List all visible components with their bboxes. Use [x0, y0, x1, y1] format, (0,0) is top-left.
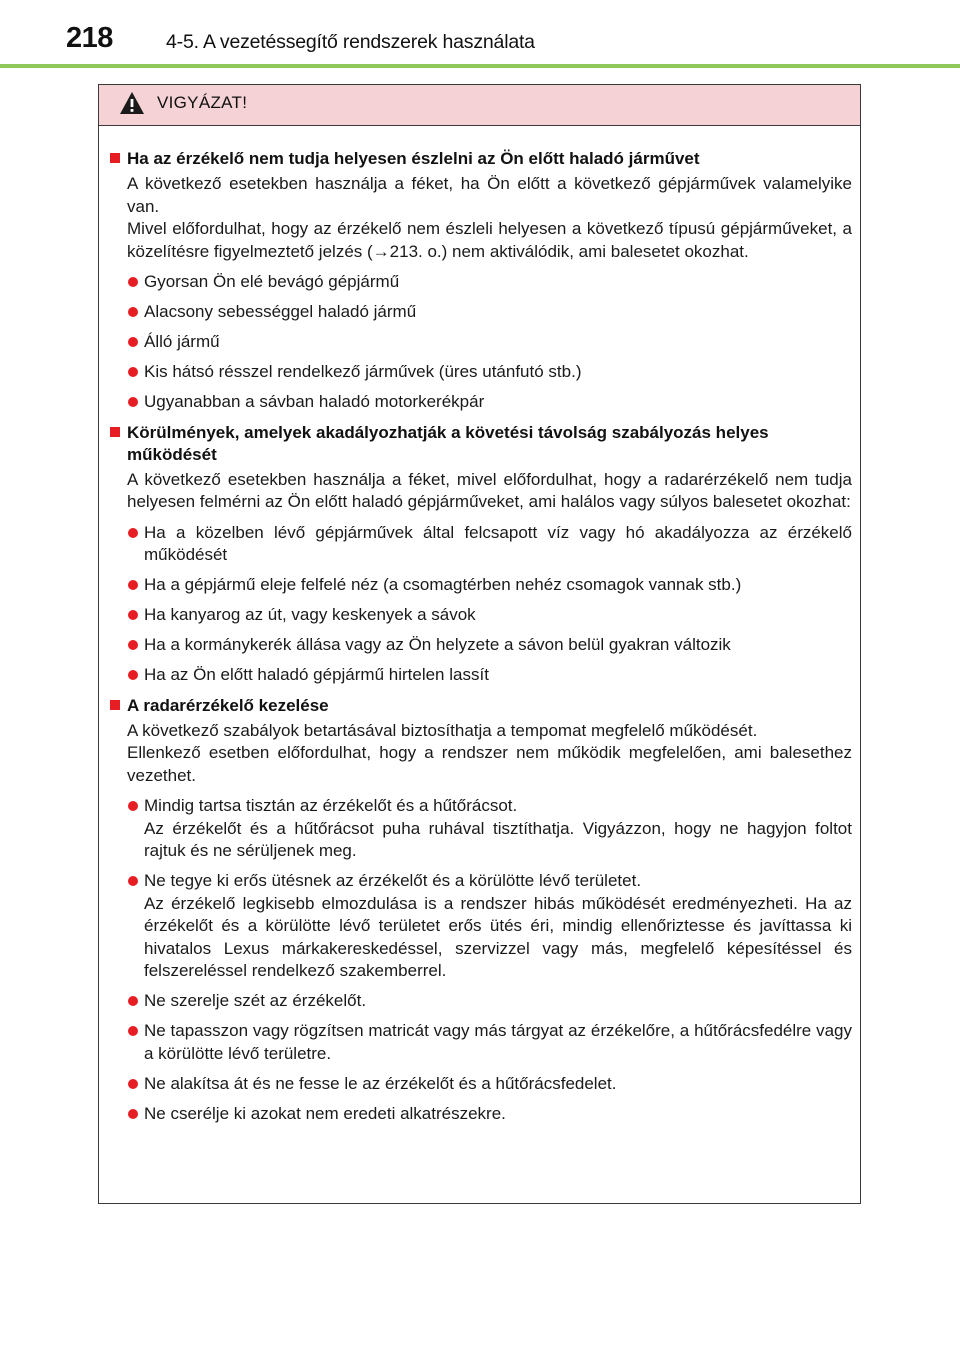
- list-item-text: Ha a gépjármű eleje felfelé néz (a csomagtérben nehéz csomagok vannak stb.): [144, 575, 742, 594]
- list-item-text: Ugyanabban a sávban haladó motorkerékpár: [144, 392, 485, 411]
- paragraph: A következő esetekben használja a féket, mivel előfordulhat, hogy a radarérzékelő nem tudja helyesen felmérni az Ön előtt haladó gépjárműveket, ami halálos vagy súlyos balesetet okozhat:: [127, 469, 852, 511]
- caution-title: VIGYÁZAT!: [157, 93, 248, 112]
- list-item: [127, 870, 852, 983]
- paragraph: A következő esetekben használja a féket, ha Ön előtt a következő gépjárművek valamelyike van.: [127, 174, 852, 216]
- list-item: [127, 1073, 852, 1096]
- section-heading: [109, 148, 852, 170]
- round-bullet-icon: [128, 367, 138, 377]
- list-item-text: Ne cserélje ki azokat nem eredeti alkatrészekre.: [144, 1103, 506, 1123]
- round-bullet-icon: [128, 1109, 138, 1119]
- list-item-text: Gyorsan Ön elé bevágó gépjármű: [144, 272, 400, 291]
- list-item: [127, 1103, 852, 1126]
- caution-body: [99, 126, 860, 1125]
- round-bullet-icon: [128, 670, 138, 680]
- caution-header: [99, 85, 860, 126]
- list-item: [127, 1020, 852, 1065]
- list-item: [127, 271, 852, 294]
- list-item-text: Alacsony sebességgel haladó jármű: [144, 302, 417, 321]
- square-bullet-icon: [110, 700, 120, 710]
- page-number: 218: [66, 22, 113, 54]
- round-bullet-icon: [128, 876, 138, 886]
- list-item-text: Kis hátsó résszel rendelkező járművek (üres utánfutó stb.): [144, 362, 582, 381]
- list-item: [127, 361, 852, 384]
- list-item-text: Ne tegye ki erős ütésnek az érzékelőt és a körülötte lévő területet. Az érzékelő legkisebb elmozdulása is a rendszer hibás működését eredményezheti. Ha az érzékelőt és a körülötte lévő területet erős ütés éri, mindig ellenőriztesse és javíttassa ki hivatalos Lexus márkakereskedéssel, szervizzel vagy más, megfelelő képesítéssel és felszereléssel rendelkező szakemberrel.: [144, 871, 852, 980]
- list-item-text: Ne alakítsa át és ne fesse le az érzékelőt és a hűtőrácsfedelet.: [144, 1073, 617, 1093]
- round-bullet-icon: [128, 580, 138, 590]
- caution-section: [109, 422, 852, 687]
- section-heading: [109, 422, 852, 466]
- caution-box: [98, 84, 861, 1204]
- list-item: [127, 664, 852, 687]
- header-rule: [0, 64, 960, 68]
- list-item-text: Ha az Ön előtt haladó gépjármű hirtelen lassít: [144, 665, 489, 684]
- section-heading-text: Körülmények, amelyek akadályozhatják a követési távolság szabályozás helyes működését: [127, 422, 769, 464]
- paragraph: Ellenkező esetben előfordulhat, hogy a rendszer nem működik megfelelően, ami balesethez vezethet.: [127, 743, 852, 785]
- round-bullet-icon: [128, 996, 138, 1006]
- list-item-text: Ha a közelben lévő gépjárművek által felcsapott víz vagy hó akadályozza az érzékelő működését: [144, 522, 852, 564]
- section-heading-text: Ha az érzékelő nem tudja helyesen észlelni az Ön előtt haladó járművet: [127, 149, 700, 168]
- paragraph: Mivel előfordulhat, hogy az érzékelő nem észleli helyesen a következő típusú gépjárműveket, a közelítésre figyelmeztető jelzés (→213. o.) nem aktiválódik, ami balesetet okozhat.: [127, 219, 852, 261]
- round-bullet-icon: [128, 528, 138, 538]
- round-bullet-icon: [128, 610, 138, 620]
- section-body: [127, 720, 852, 1126]
- list-item-text: Ha kanyarog az út, vagy keskenyek a sávok: [144, 605, 476, 624]
- warning-triangle-icon: [119, 91, 145, 115]
- list-item: [127, 574, 852, 597]
- round-bullet-icon: [128, 1079, 138, 1089]
- bullet-list: [127, 795, 852, 1125]
- list-item: [127, 301, 852, 324]
- list-item: [127, 522, 852, 567]
- caution-section: [109, 148, 852, 414]
- bullet-list: [127, 271, 852, 414]
- list-item: [127, 795, 852, 863]
- list-item-text: Álló jármű: [144, 332, 220, 351]
- caution-section: [109, 695, 852, 1126]
- list-item-text: Mindig tartsa tisztán az érzékelőt és a hűtőrácsot. Az érzékelőt és a hűtőrácsot puha ruhával tisztíthatja. Vigyázzon, hogy ne hagyjon foltot rajtuk és ne sérüljenek meg.: [144, 796, 852, 860]
- bullet-list: [127, 522, 852, 687]
- round-bullet-icon: [128, 337, 138, 347]
- section-body: [127, 173, 852, 414]
- section-heading-text: A radarérzékelő kezelése: [127, 695, 329, 715]
- page-title: 4-5. A vezetéssegítő rendszerek használata: [166, 31, 535, 53]
- round-bullet-icon: [128, 801, 138, 811]
- list-item-text: Ha a kormánykerék állása vagy az Ön helyzete a sávon belül gyakran változik: [144, 635, 731, 654]
- square-bullet-icon: [110, 153, 120, 163]
- list-item: [127, 604, 852, 627]
- round-bullet-icon: [128, 307, 138, 317]
- page-header: [0, 0, 960, 70]
- list-item: [127, 391, 852, 414]
- round-bullet-icon: [128, 397, 138, 407]
- square-bullet-icon: [110, 427, 120, 437]
- list-item-text: Ne szerelje szét az érzékelőt.: [144, 991, 367, 1010]
- list-item-text: Ne tapasszon vagy rögzítsen matricát vagy más tárgyat az érzékelőre, a hűtőrácsfedélre vagy a körülötte lévő területre.: [144, 1021, 852, 1063]
- section-heading: [109, 695, 852, 717]
- round-bullet-icon: [128, 277, 138, 287]
- list-item: [127, 331, 852, 354]
- list-item: [127, 990, 852, 1013]
- round-bullet-icon: [128, 640, 138, 650]
- round-bullet-icon: [128, 1026, 138, 1036]
- paragraph: A következő szabályok betartásával biztosíthatja a tempomat megfelelő működését.: [127, 720, 758, 740]
- section-body: [127, 469, 852, 687]
- list-item: [127, 634, 852, 657]
